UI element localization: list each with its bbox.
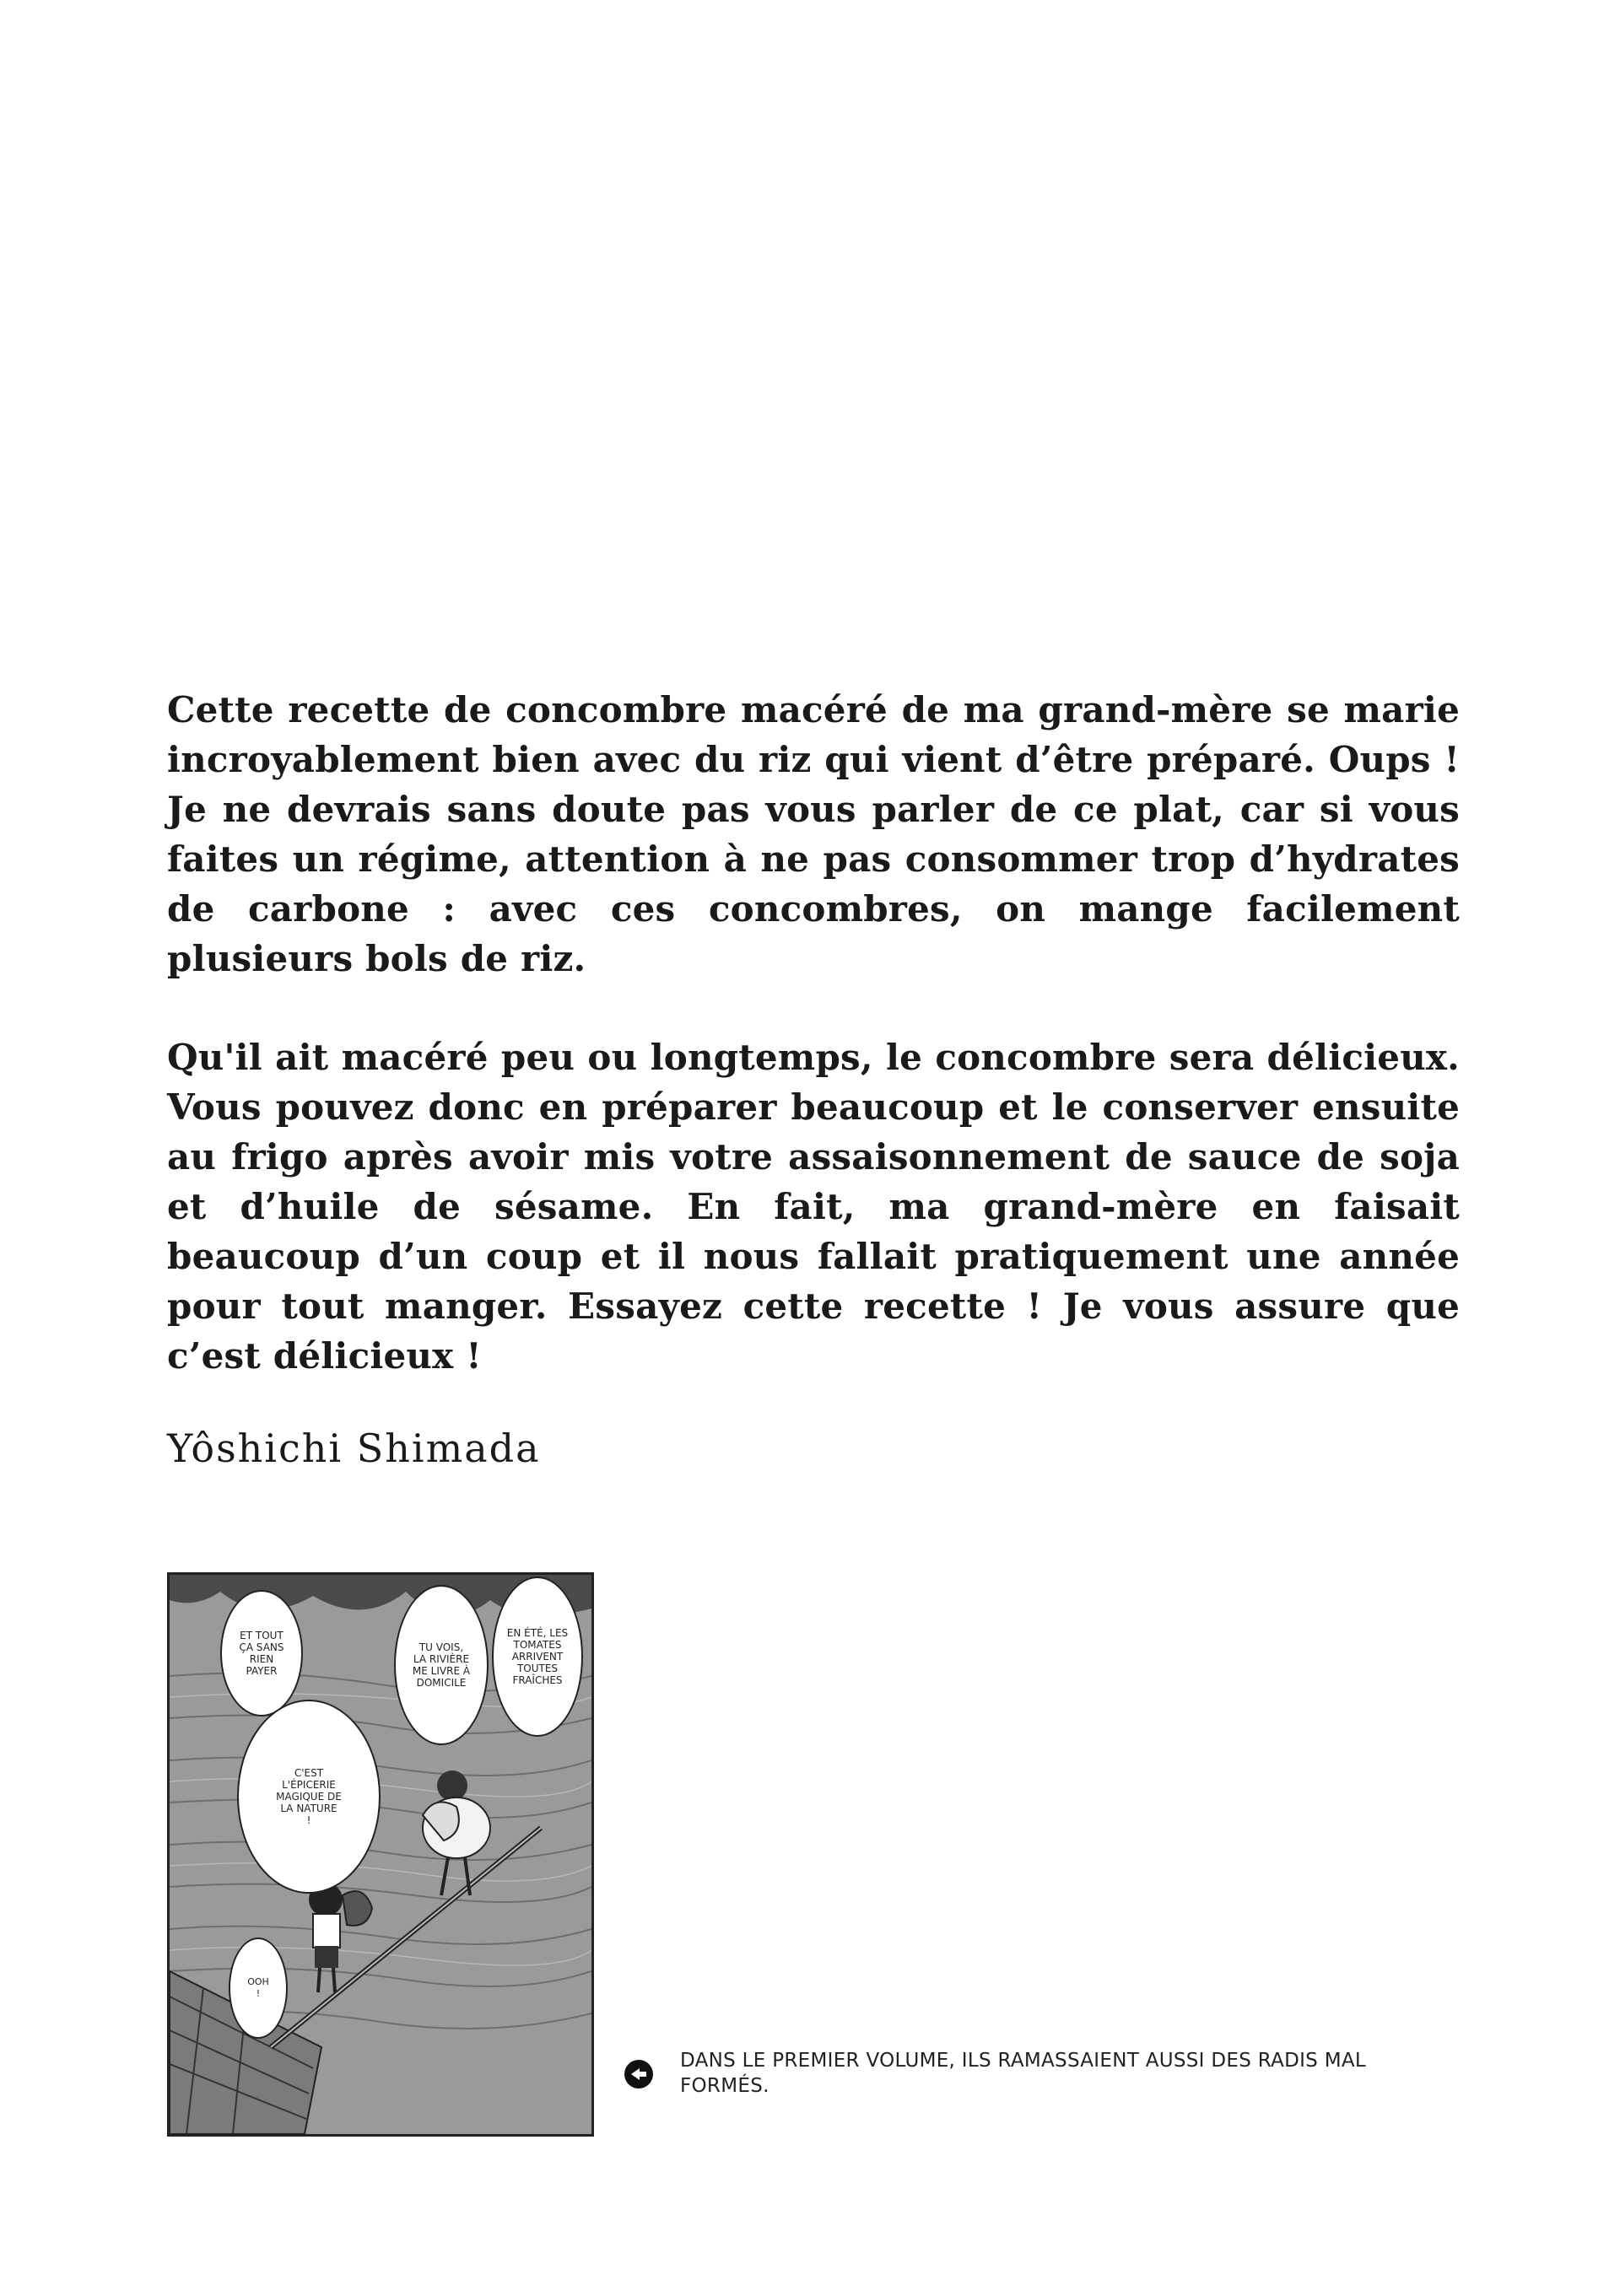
- speech-bubble: ET TOUT ÇA SANS RIEN PAYER: [220, 1590, 303, 1717]
- panel-caption: [624, 2048, 1434, 2099]
- paragraph-1: Cette recette de concombre macéré de ma grand-mère se marie incroyablement bien avec du riz qui vient d’être préparé. Oups ! Je ne devrais sans doute pas vous parler de ce plat, car si vous faites un régime, attention à ne pas consommer trop d’hydrates de carbone : avec ces concombres, on mange facilement plusieurs bols de riz.: [167, 689, 1460, 979]
- manga-panel-image: [167, 1572, 594, 2137]
- caption-text: DANS LE PREMIER VOLUME, ILS RAMASSAIENT AUSSI DES RADIS MAL FORMÉS.: [680, 2050, 1366, 2097]
- speech-bubble: OOH !: [229, 1938, 288, 2039]
- speech-bubble: TU VOIS, LA RIVIÈRE ME LIVRE À DOMICILE: [394, 1585, 489, 1745]
- speech-bubble: C'EST L'ÉPICERIE MAGIQUE DE LA NATURE !: [237, 1700, 381, 1894]
- speech-bubble: EN ÉTÉ, LES TOMATES ARRIVENT TOUTES FRAÎCHES: [492, 1576, 583, 1737]
- author-signature: Yôshichi Shimada: [167, 1426, 541, 1471]
- paragraph-2: Qu'il ait macéré peu ou longtemps, le concombre sera délicieux. Vous pouvez donc en préparer beaucoup et le conserver ensuite au frigo après avoir mis votre assaisonnement de sauce de soja et d’huile de sésame. En fait, ma grand-mère en faisait beaucoup d’un coup et il nous fallait pratiquement une année pour tout manger. Essayez cette recette ! Je vous assure que c’est délicieux !: [167, 1037, 1460, 1377]
- arrow-left-circle-icon: [624, 2060, 653, 2088]
